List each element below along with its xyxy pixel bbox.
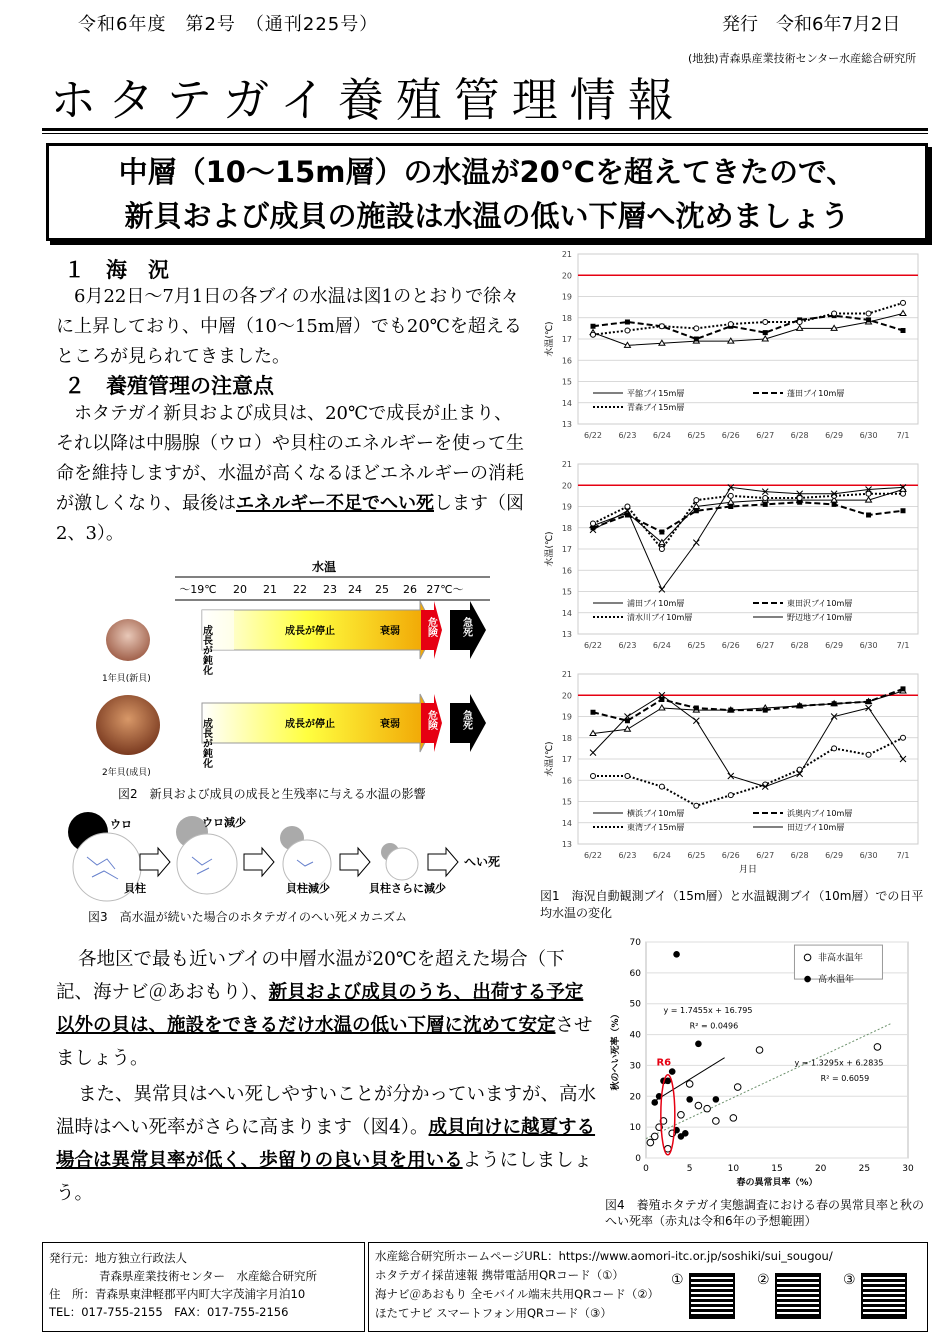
fig1-x-tick: 6/30 <box>859 641 878 650</box>
fig1-point <box>763 330 768 335</box>
row1-weak: 衰弱 <box>380 626 400 637</box>
fig2-temp-tick: 21 <box>263 583 277 596</box>
fig4-y-label: 秋のへい死率（%） <box>611 1009 621 1091</box>
fig1-y-tick: 19 <box>561 712 572 722</box>
fig3-diagram <box>62 812 522 907</box>
headline-line1: 中層（10～15m層）の水温が20℃を超えてきたので、 <box>118 155 856 189</box>
fig4-point-high <box>651 1099 658 1106</box>
fig4-point-low <box>874 1044 881 1051</box>
fig1-point <box>591 774 596 779</box>
fig3-label-further: 貝柱さらに減少 <box>369 882 446 895</box>
fig4-legend-low: 非高水温年 <box>818 953 864 964</box>
fig1-y-tick: 17 <box>561 335 572 344</box>
fig4-legend-high: 高水温年 <box>818 975 855 986</box>
section1-text: 6月22日～7月1日の各ブイの水温は図1のとおりで徐々に上昇しており、中層（10～15m層）でも20℃を超えるところが見られてきました。 <box>56 286 522 367</box>
fig4-y-tick: 70 <box>629 938 641 948</box>
section2-heading: ２ 養殖管理の注意点 <box>64 373 274 398</box>
fig4-caption: 図4 養殖ホタテガイ実態調査における春の異常貝率と秋のへい死率（赤丸は令和6年の予想範囲） <box>605 1198 925 1228</box>
fig4-point-low <box>686 1081 693 1088</box>
fig4-x-label: 春の異常貝率（%） <box>736 1178 818 1188</box>
paragraph3 <box>56 943 596 1075</box>
fig1-y-tick: 20 <box>561 271 572 281</box>
fig4-point-low <box>734 1084 741 1091</box>
fig1-point <box>728 322 733 327</box>
section1-heading: １ 海 況 <box>64 257 169 282</box>
fig1-point <box>659 705 665 710</box>
fig1-chart <box>538 244 930 876</box>
fig1-point <box>763 496 768 501</box>
fig1-legend-label: 清水川ブイ10m層 <box>627 613 693 622</box>
para4-emphasis: 成貝向けに越夏する場合は異常貝率が低く、歩留りの良い貝を用いる <box>56 1117 596 1171</box>
fig4-r6-label: R6 <box>656 1057 672 1069</box>
organization: (地独)青森県産業技術センター水産総合研究所 <box>688 52 917 65</box>
fig1-y-tick: 16 <box>561 776 572 786</box>
fig1-x-tick: 6/29 <box>825 851 844 860</box>
fig4-eq-high: y = 1.7455x + 16.795 <box>663 1005 753 1015</box>
fig4-chart <box>606 930 928 1195</box>
fig1-point <box>693 540 699 546</box>
fig1-x-tick: 6/27 <box>756 431 775 440</box>
fig1-legend-label: 田辺ブイ10m層 <box>787 823 845 832</box>
fig1-y-label: 水温(℃) <box>545 321 555 357</box>
issue-number: 令和6年度 第2号 （通刊225号） <box>78 14 379 35</box>
fig2-temp-tick: 20 <box>233 583 247 596</box>
fig1-point <box>832 701 837 706</box>
fig1-point <box>728 793 733 798</box>
fig1-x-tick: 6/25 <box>687 431 706 440</box>
fig1-point <box>866 311 871 316</box>
fig4-legend-low-marker <box>804 954 811 961</box>
fig1-point <box>763 708 768 713</box>
fig4-x-tick: 5 <box>686 1164 693 1174</box>
fig2-temp-tick: 26 <box>403 583 417 596</box>
fig1-y-tick: 14 <box>561 818 572 828</box>
fig1-legend-label: 横浜ブイ10m層 <box>627 809 685 818</box>
fig1-x-tick: 7/1 <box>896 641 910 650</box>
fig1-y-tick: 16 <box>561 356 572 366</box>
fig4-y-tick: 40 <box>629 1030 641 1041</box>
fig4-y-tick: 30 <box>629 1061 641 1072</box>
fig1-x-tick: 6/24 <box>652 641 671 650</box>
footer-qr2-text: 海ナビ＠あおもり 全モバイル端末共用QRコード（②） <box>375 1287 660 1301</box>
fig1-point <box>866 513 871 518</box>
fig1-x-tick: 6/24 <box>652 851 671 860</box>
row1-stop: 成長が停止 <box>285 626 335 637</box>
fig4-point-high <box>686 1096 693 1103</box>
row2-arrow <box>202 694 486 752</box>
fig4-point-low <box>730 1115 737 1122</box>
fig1-x-tick: 6/23 <box>618 641 637 650</box>
fig4-point-high <box>682 1130 689 1137</box>
fig2-temp-tick: ～19℃ <box>179 583 217 596</box>
fig4-x-tick: 0 <box>643 1164 649 1174</box>
fig1-point <box>901 491 906 496</box>
fig1-y-tick: 21 <box>561 670 572 679</box>
fig1-point <box>591 324 596 329</box>
fig4-r2-low: R² = 0.6059 <box>820 1073 870 1083</box>
fig1-point <box>900 311 906 316</box>
fig2-temp-tick: 24 <box>348 583 362 596</box>
fig4-point-low <box>713 1118 720 1125</box>
fig3-arrow-1 <box>140 848 170 876</box>
fig1-point <box>763 502 768 507</box>
fig4-point-low <box>678 1112 685 1119</box>
fig2-temp-tick: 25 <box>375 583 389 596</box>
fig1-x-tick: 6/22 <box>584 431 602 440</box>
fig1-point <box>590 750 596 756</box>
fig3-label-uro-decrease: ウロ減少 <box>202 816 246 829</box>
footer-links <box>368 1242 928 1332</box>
row2-label: 2年貝(成貝) <box>102 768 151 778</box>
fig4-r2-high: R² = 0.0496 <box>689 1021 739 1031</box>
fig1-y-tick: 18 <box>561 733 572 743</box>
fig1-x-tick: 6/24 <box>652 431 671 440</box>
para4-a: また、異常貝はへい死しやすいことが分かっていますが、高水温時はへい死率がさらに高まります（図4）。 <box>56 1084 597 1138</box>
fig4-eq-low: y = 1.3295x + 6.2835 <box>794 1058 884 1068</box>
section2-text-a: ホタテガイ新貝および成貝は、20℃で成長が止まり、それ以降は中腸腺（ウロ）や貝柱のエネルギーを使って生命を維持しますが、水温が高くなるほどエネルギーの消耗が激しくなり、最後は <box>56 403 524 514</box>
fig1-y-tick: 17 <box>561 755 572 764</box>
fig1-y-tick: 13 <box>561 630 572 639</box>
fig1-legend-label: 東田沢ブイ10m層 <box>787 599 853 608</box>
fig1-x-tick: 7/1 <box>896 431 910 440</box>
qr1-number: ① <box>671 1272 684 1288</box>
fig1-x-tick: 6/27 <box>756 641 775 650</box>
fig1-y-tick: 21 <box>561 250 572 259</box>
fig1-point <box>694 337 699 342</box>
qr3-number: ③ <box>843 1272 856 1288</box>
fig1-x-tick: 6/22 <box>584 641 602 650</box>
fig1-point <box>728 708 733 713</box>
fig1-point <box>624 726 630 731</box>
fig1-x-label: 月日 <box>738 865 758 875</box>
fig1-point <box>832 502 837 507</box>
para3-emphasis: 新貝および成貝のうち、出荷する予定以外の貝は、施設をできるだけ水温の低い下層に沈めて安定 <box>56 982 584 1036</box>
fig2-temp-tick: 27℃～ <box>426 583 464 596</box>
fig1-y-tick: 20 <box>561 691 572 701</box>
fig1-point <box>625 774 630 779</box>
row1-label: 1年貝(新貝) <box>102 674 151 684</box>
fig4-y-tick: 50 <box>629 999 641 1010</box>
fig1-point <box>763 320 768 325</box>
fig1-x-tick: 6/23 <box>618 431 637 440</box>
title-rule <box>42 128 928 131</box>
fig1-point <box>866 491 871 496</box>
fig1-legend-label: 浜奥内ブイ10m層 <box>787 809 853 818</box>
row1-danger: 危険 <box>425 617 437 637</box>
footer-url[interactable]: 水産総合研究所ホームページURL：https://www.aomori-itc.or.jp/soshiki/sui_sougou/ <box>375 1249 833 1263</box>
fig4-y-tick: 10 <box>629 1123 641 1134</box>
fig1-series-line <box>593 494 903 549</box>
fig1-x-tick: 6/26 <box>721 851 740 860</box>
fig1-point <box>693 718 699 724</box>
fig1-point <box>901 686 906 691</box>
headline-line2: 新貝および成貝の施設は水温の低い下層へ沈めましょう <box>124 199 850 233</box>
fig2-caption: 図2 新貝および成貝の成長と生残率に与える水温の影響 <box>118 787 426 801</box>
fig4-point-low <box>651 1133 658 1140</box>
fig1-x-tick: 6/25 <box>687 851 706 860</box>
fig3-stage3 <box>280 826 331 888</box>
fig1-legend-label: 平舘ブイ15m層 <box>627 389 685 398</box>
fig1-point <box>866 705 872 711</box>
shell-adult-image <box>96 695 160 755</box>
qr2-number: ② <box>757 1272 770 1288</box>
fig1-y-tick: 15 <box>561 587 572 597</box>
row2-stop: 成長が停止 <box>285 719 335 730</box>
page-title: ホタテガイ養殖管理情報 <box>50 73 686 127</box>
fig4-point-high <box>713 1096 720 1103</box>
fig4-y-tick: 20 <box>629 1092 641 1103</box>
fig4-x-tick: 30 <box>902 1164 914 1174</box>
fig1-y-tick: 17 <box>561 545 572 554</box>
fig4-x-tick: 25 <box>858 1164 871 1174</box>
row1-arrow <box>202 601 486 659</box>
fig4-y-tick: 60 <box>629 968 641 979</box>
para3-a: 各地区で最も近いブイの中層水温が20℃を超えた場合（下記、海ナビ＠あおもり）、 <box>56 949 565 1003</box>
fig1-point <box>694 803 699 808</box>
section2-text-b: します（図2、3）。 <box>56 493 524 544</box>
fig1-point <box>901 300 906 305</box>
paragraph4 <box>56 1078 596 1210</box>
fig1-point <box>659 697 664 702</box>
fig2-temp-tick: 23 <box>323 583 337 596</box>
fig1-point <box>832 311 837 316</box>
fig2-diagram <box>90 555 495 800</box>
fig1-y-tick: 13 <box>561 420 572 429</box>
fig3-label-uro: ウロ <box>110 818 132 831</box>
footer-pub2: 青森県産業技術センター 水産総合研究所 <box>99 1269 318 1283</box>
row2-weak: 衰弱 <box>380 719 400 730</box>
fig1-x-tick: 6/26 <box>721 641 740 650</box>
footer-pub1: 発行元：地方独立行政法人 <box>49 1251 187 1265</box>
fig1-y-label: 水温(℃) <box>545 741 555 777</box>
fig1-point <box>694 326 699 331</box>
row1-slow: 成長が鈍化 <box>200 625 212 675</box>
section2-emphasis: エネルギー不足でへい死 <box>236 493 434 514</box>
fig1-point <box>901 508 906 513</box>
footer-publisher <box>42 1242 365 1332</box>
fig3-caption: 図3 高水温が続いた場合のホタテガイのへい死メカニズム <box>88 910 408 924</box>
fig1-x-tick: 6/30 <box>859 431 878 440</box>
fig3-label-death: へい死 <box>464 855 501 869</box>
fig2-temp-label: 水温 <box>312 560 337 574</box>
fig3-arrow-2 <box>244 848 274 876</box>
shell-young-image <box>106 619 150 661</box>
fig1-point <box>866 317 871 322</box>
fig1-y-tick: 15 <box>561 377 572 387</box>
fig1-point <box>591 521 596 526</box>
fig1-y-tick: 15 <box>561 797 572 807</box>
fig1-x-tick: 6/26 <box>721 431 740 440</box>
fig1-x-tick: 6/28 <box>790 851 809 860</box>
fig3-label-kaibashira: 貝柱 <box>124 882 146 895</box>
fig1-x-tick: 6/25 <box>687 641 706 650</box>
footer-qr1-text: ホタテガイ採苗速報 携帯電話用QRコード（①） <box>375 1268 624 1282</box>
fig1-point <box>591 710 596 715</box>
fig1-point <box>832 746 837 751</box>
fig1-y-tick: 19 <box>561 502 572 512</box>
fig1-point <box>659 530 664 535</box>
fig1-y-tick: 18 <box>561 313 572 323</box>
qr-code-3[interactable] <box>861 1273 907 1319</box>
fig1-point <box>901 328 906 333</box>
fig4-point-low <box>695 1102 702 1109</box>
fig1-y-tick: 14 <box>561 398 572 408</box>
fig1-y-tick: 13 <box>561 840 572 849</box>
fig1-series-line <box>593 487 903 589</box>
row2-danger: 危険 <box>425 710 437 730</box>
fig1-point <box>797 496 802 501</box>
fig1-point <box>694 706 699 711</box>
fig1-point <box>659 324 664 329</box>
fig4-y-tick: 0 <box>635 1154 641 1164</box>
fig1-point <box>728 504 733 509</box>
fig3-label-kaibashira-decrease: 貝柱減少 <box>286 882 330 895</box>
fig1-point <box>728 773 734 779</box>
fig1-point <box>901 735 906 740</box>
para4-b: ようにしましょう。 <box>56 1150 593 1204</box>
fig4-point-high <box>669 1068 676 1075</box>
fig4-x-tick: 20 <box>814 1164 827 1174</box>
fig1-point <box>728 493 733 498</box>
fig1-y-tick: 18 <box>561 523 572 533</box>
fig1-x-tick: 6/29 <box>825 431 844 440</box>
fig1-x-tick: 6/23 <box>618 851 637 860</box>
title-rule-thin <box>42 133 928 134</box>
fig1-legend-label: 浦田ブイ10m層 <box>627 599 685 608</box>
fig1-legend-label: 東湾ブイ15m層 <box>627 823 685 832</box>
fig1-y-tick: 14 <box>561 608 572 618</box>
fig4-point-low <box>704 1105 711 1112</box>
fig1-x-tick: 6/27 <box>756 851 775 860</box>
fig4-r6-ellipse <box>661 1075 675 1155</box>
qr-code-1[interactable] <box>689 1273 735 1319</box>
fig1-x-tick: 6/29 <box>825 641 844 650</box>
fig4-point-low <box>647 1139 654 1146</box>
fig1-point <box>625 320 630 325</box>
fig2-temp-scale <box>179 583 463 596</box>
fig1-y-label: 水温(℃) <box>545 531 555 567</box>
fig1-x-tick: 6/28 <box>790 641 809 650</box>
fig1-point <box>591 332 596 337</box>
fig1-x-tick: 6/28 <box>790 431 809 440</box>
footer-address: 住 所：青森県東津軽郡平内町大字茂浦字月泊10 <box>49 1287 306 1301</box>
fig1-point <box>694 508 699 513</box>
fig3-arrow-4 <box>428 848 458 876</box>
row1-death: 急死 <box>460 617 472 637</box>
fig1-legend-label: 蓬田ブイ10m層 <box>787 389 845 398</box>
fig1-series-line <box>593 316 903 339</box>
fig1-y-tick: 16 <box>561 566 572 576</box>
headline-box <box>46 143 928 241</box>
footer-tel: TEL：017-755-2155 FAX：017-755-2156 <box>49 1305 289 1319</box>
publish-date: 発行 令和6年7月2日 <box>722 14 901 35</box>
fig1-point <box>797 703 802 708</box>
fig1-point <box>659 547 664 552</box>
fig4-x-tick: 10 <box>727 1164 740 1174</box>
fig1-point <box>659 784 664 789</box>
fig1-x-tick: 6/30 <box>859 851 878 860</box>
fig4-x-tick: 15 <box>771 1164 783 1174</box>
fig1-point <box>866 699 871 704</box>
fig1-x-tick: 7/1 <box>896 851 910 860</box>
fig1-legend-label: 青森ブイ15m層 <box>627 403 685 412</box>
fig1-x-tick: 6/22 <box>584 851 602 860</box>
section2-text <box>56 399 526 549</box>
fig1-y-tick: 21 <box>561 460 572 469</box>
fig1-point <box>625 504 630 509</box>
fig3-stage4 <box>381 843 418 880</box>
fig1-series-line <box>593 738 903 806</box>
fig1-series-line <box>593 689 903 721</box>
fig1-legend-label: 野辺地ブイ10m層 <box>787 613 853 622</box>
fig1-y-tick: 20 <box>561 481 572 491</box>
fig1-point <box>866 752 871 757</box>
fig1-point <box>694 498 699 503</box>
fig4-point-high <box>673 951 680 958</box>
qr-code-2[interactable] <box>775 1273 821 1319</box>
fig4-point-low <box>756 1047 763 1054</box>
fig3-arrow-3 <box>340 848 370 876</box>
fig1-point <box>797 320 802 325</box>
row2-slow: 成長が鈍化 <box>200 718 212 768</box>
fig1-y-tick: 19 <box>561 292 572 302</box>
fig1-point <box>625 328 630 333</box>
fig2-temp-tick: 22 <box>293 583 307 596</box>
row2-death: 急死 <box>460 710 472 730</box>
fig1-caption: 図1 海況自動観測ブイ（15m層）と水温観測ブイ（10m層）での日平均水温の変化 <box>540 889 924 920</box>
footer-qr3-text: ほたてナビ スマートフォン用QRコード（③） <box>375 1306 612 1320</box>
para3-b: させましょう。 <box>56 1015 593 1069</box>
fig4-legend-high-marker <box>804 976 811 983</box>
fig4-point-high <box>695 1041 702 1048</box>
